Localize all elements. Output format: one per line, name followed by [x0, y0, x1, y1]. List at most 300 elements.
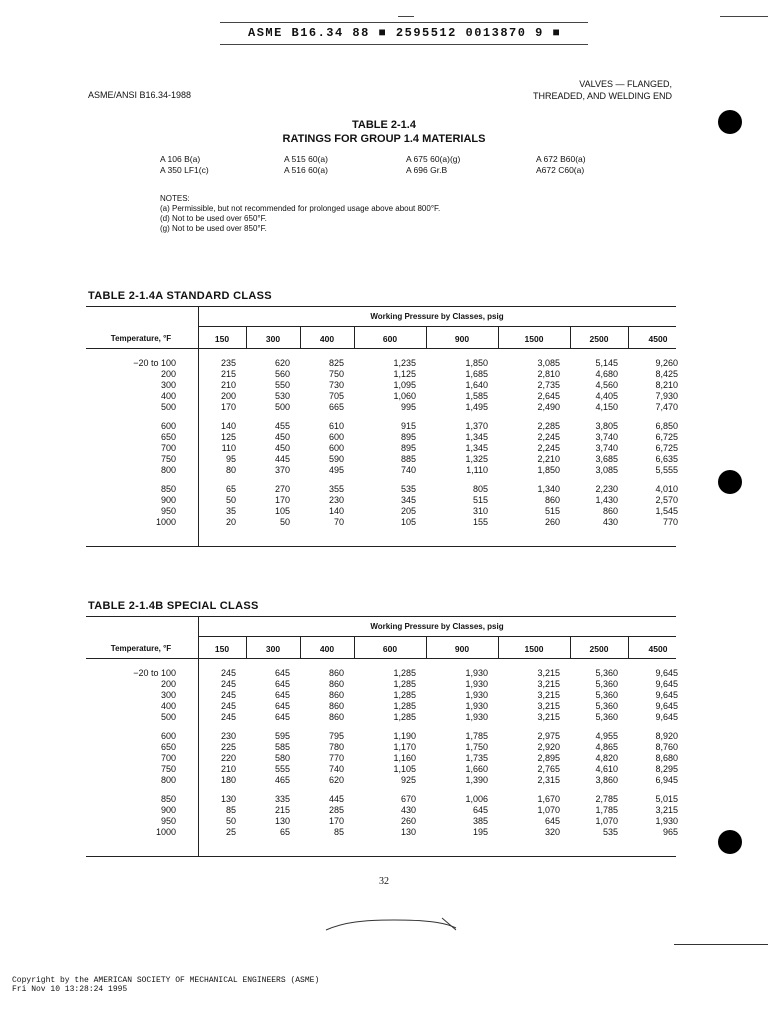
pressure-cell: 170 — [220, 402, 236, 412]
temperature-cell: 800 — [160, 775, 176, 785]
pressure-cell: 4,150 — [595, 402, 618, 412]
pressure-cell: 130 — [274, 816, 290, 826]
pressure-cell: 140 — [328, 506, 344, 516]
materials-row — [160, 165, 680, 176]
pressure-cell: 1,345 — [465, 432, 488, 442]
pressure-cell: 645 — [472, 805, 488, 815]
pressure-cell: 1,070 — [537, 805, 560, 815]
pressure-cell: 8,295 — [655, 764, 678, 774]
temperature-cell: 400 — [160, 701, 176, 711]
pressure-cell: 225 — [220, 742, 236, 752]
pressure-cell: 670 — [400, 794, 416, 804]
pressure-cell: 450 — [274, 432, 290, 442]
class-header: 600 — [382, 334, 398, 344]
pressure-cell: 8,210 — [655, 380, 678, 390]
pressure-cell: 65 — [279, 827, 290, 837]
pressure-cell: 245 — [220, 679, 236, 689]
temperature-header: Temperature, °F — [110, 334, 172, 343]
class-header: 400 — [319, 334, 335, 344]
pressure-cell: 9,645 — [655, 679, 678, 689]
notes-label: NOTES: — [160, 194, 190, 203]
class-header: 900 — [454, 644, 470, 654]
pressure-cell: 3,085 — [595, 465, 618, 475]
pressure-cell: 645 — [274, 701, 290, 711]
copyright-line: Copyright by the AMERICAN SOCIETY OF MECHANICAL ENGINEERS (ASME) — [12, 976, 320, 985]
notes-block — [160, 194, 440, 234]
class-header: 900 — [454, 334, 470, 344]
note-item: (a) Permissible, but not recommended for prolonged usage above about 800°F. — [160, 204, 441, 213]
pressure-cell: 310 — [472, 506, 488, 516]
group-header-rule — [198, 636, 676, 637]
temperature-cell: 850 — [160, 794, 176, 804]
pressure-cell: 210 — [220, 380, 236, 390]
pressure-cell: 1,160 — [393, 753, 416, 763]
pressure-cell: 3,685 — [595, 454, 618, 464]
pressure-cell: 530 — [274, 391, 290, 401]
pressure-cell: 4,865 — [595, 742, 618, 752]
pressure-cell: 1,190 — [393, 731, 416, 741]
copyright-footer — [12, 976, 319, 994]
temperature-cell: 200 — [160, 679, 176, 689]
note-item: (d) Not to be used over 650°F. — [160, 214, 267, 223]
temperature-cell: 650 — [160, 742, 176, 752]
pressure-cell: 5,360 — [595, 690, 618, 700]
pressure-cell: 215 — [274, 805, 290, 815]
pressure-cell: 495 — [328, 465, 344, 475]
material-cell: A 106 B(a) — [160, 154, 201, 164]
pressure-cell: 1,930 — [655, 816, 678, 826]
pressure-cell: 860 — [328, 668, 344, 678]
temperature-cell: 1000 — [155, 827, 176, 837]
pressure-cell: 1,060 — [393, 391, 416, 401]
pressure-cell: 170 — [274, 495, 290, 505]
material-cell: A 516 60(a) — [284, 165, 328, 175]
temperature-cell: 600 — [160, 421, 176, 431]
pressure-cell: 5,145 — [595, 358, 618, 368]
pressure-cell: 740 — [400, 465, 416, 475]
pressure-cell: 645 — [544, 816, 560, 826]
temperature-cell: 750 — [160, 454, 176, 464]
pressure-cell: 1,095 — [393, 380, 416, 390]
pressure-cell: 80 — [225, 465, 236, 475]
pressure-cell: 130 — [220, 794, 236, 804]
pressure-cell: 3,805 — [595, 421, 618, 431]
pressure-cell: 590 — [328, 454, 344, 464]
pressure-cell: 2,210 — [537, 454, 560, 464]
pressure-cell: 6,635 — [655, 454, 678, 464]
pressure-cell: 230 — [220, 731, 236, 741]
pressure-cell: 465 — [274, 775, 290, 785]
pressure-cell: 445 — [328, 794, 344, 804]
pressure-cell: 1,495 — [465, 402, 488, 412]
pressure-cell: 2,570 — [655, 495, 678, 505]
pressure-cell: 1,930 — [465, 668, 488, 678]
pressure-cell: 2,735 — [537, 380, 560, 390]
temperature-cell: 900 — [160, 495, 176, 505]
table-214-number: TABLE 2-1.4 — [352, 119, 416, 131]
pressure-cell: 825 — [328, 358, 344, 368]
pressure-cell: 245 — [220, 690, 236, 700]
material-cell: A 672 B60(a) — [536, 154, 586, 164]
pressure-cell: 8,425 — [655, 369, 678, 379]
pressure-cell: 25 — [225, 827, 236, 837]
material-cell: A 350 LF1(c) — [160, 165, 209, 175]
pressure-cell: 1,105 — [393, 764, 416, 774]
standard-title-line2: THREADED, AND WELDING END — [532, 91, 672, 101]
special-class-title: TABLE 2-1.4B SPECIAL CLASS — [88, 600, 259, 612]
pressure-cell: 2,315 — [537, 775, 560, 785]
standard-class-title: TABLE 2-1.4A STANDARD CLASS — [88, 290, 272, 302]
pressure-cell: 220 — [220, 753, 236, 763]
pressure-cell: 3,215 — [537, 679, 560, 689]
pressure-cell: 8,680 — [655, 753, 678, 763]
pressure-cell: 140 — [220, 421, 236, 431]
pressure-cell: 195 — [472, 827, 488, 837]
temperature-cell: 300 — [160, 690, 176, 700]
pressure-cell: 770 — [662, 517, 678, 527]
class-header: 300 — [265, 644, 281, 654]
pressure-cell: 1,930 — [465, 690, 488, 700]
pressure-cell: 205 — [400, 506, 416, 516]
pressure-cell: 1,750 — [465, 742, 488, 752]
pressure-cell: 535 — [602, 827, 618, 837]
pressure-cell: 705 — [328, 391, 344, 401]
pressure-cell: 885 — [400, 454, 416, 464]
pressure-cell: 3,215 — [655, 805, 678, 815]
temperature-cell: 950 — [160, 506, 176, 516]
pressure-cell: 2,810 — [537, 369, 560, 379]
pressure-cell: 3,215 — [537, 701, 560, 711]
pressure-cell: 2,285 — [537, 421, 560, 431]
pressure-cell: 535 — [400, 484, 416, 494]
pressure-cell: 1,660 — [465, 764, 488, 774]
pressure-cell: 8,760 — [655, 742, 678, 752]
pressure-cell: 3,740 — [595, 443, 618, 453]
pressure-cell: 1,370 — [465, 421, 488, 431]
pressure-cell: 85 — [225, 805, 236, 815]
pressure-cell: 2,920 — [537, 742, 560, 752]
pressure-cell: 1,345 — [465, 443, 488, 453]
pressure-cell: 1,430 — [595, 495, 618, 505]
print-date-line: Fri Nov 10 13:28:24 1995 — [12, 985, 128, 994]
pressure-cell: 2,895 — [537, 753, 560, 763]
pressure-cell: 750 — [328, 369, 344, 379]
pressure-cell: 6,725 — [655, 443, 678, 453]
pressure-cell: 95 — [225, 454, 236, 464]
pressure-cell: 2,645 — [537, 391, 560, 401]
pressure-cell: 860 — [544, 495, 560, 505]
table-bottom-rule — [86, 546, 676, 547]
temperature-cell: 300 — [160, 380, 176, 390]
note-item: (g) Not to be used over 850°F. — [160, 224, 267, 233]
pressure-cell: 1,735 — [465, 753, 488, 763]
pressure-group-header: Working Pressure by Classes, psig — [370, 312, 504, 321]
pressure-cell: 915 — [400, 421, 416, 431]
pressure-cell: 995 — [400, 402, 416, 412]
pressure-cell: 9,645 — [655, 668, 678, 678]
pressure-cell: 3,215 — [537, 668, 560, 678]
temperature-cell: 200 — [160, 369, 176, 379]
pressure-cell: 795 — [328, 731, 344, 741]
pressure-cell: 965 — [662, 827, 678, 837]
class-header: 1500 — [524, 334, 544, 344]
temperature-cell: 700 — [160, 753, 176, 763]
pressure-cell: 4,010 — [655, 484, 678, 494]
pressure-cell: 1,285 — [393, 701, 416, 711]
pressure-cell: 180 — [220, 775, 236, 785]
pressure-cell: 2,245 — [537, 443, 560, 453]
pressure-cell: 770 — [328, 753, 344, 763]
temperature-cell: −20 to 100 — [133, 358, 176, 368]
header-bottom-rule — [86, 658, 676, 659]
pressure-cell: 345 — [400, 495, 416, 505]
pressure-cell: 595 — [274, 731, 290, 741]
pressure-cell: 645 — [274, 668, 290, 678]
pressure-cell: 925 — [400, 775, 416, 785]
pressure-cell: 2,765 — [537, 764, 560, 774]
pressure-cell: 1,785 — [465, 731, 488, 741]
standard-class-table — [86, 306, 676, 548]
pressure-cell: 170 — [328, 816, 344, 826]
pressure-cell: 105 — [400, 517, 416, 527]
pressure-cell: 4,560 — [595, 380, 618, 390]
pressure-cell: 215 — [220, 369, 236, 379]
pressure-cell: 125 — [220, 432, 236, 442]
table-214-title: RATINGS FOR GROUP 1.4 MATERIALS — [282, 133, 486, 145]
pressure-cell: 5,015 — [655, 794, 678, 804]
pressure-cell: 445 — [274, 454, 290, 464]
pressure-cell: 740 — [328, 764, 344, 774]
pressure-cell: 5,360 — [595, 701, 618, 711]
pressure-cell: 620 — [328, 775, 344, 785]
temperature-cell: 800 — [160, 465, 176, 475]
pressure-cell: 3,215 — [537, 712, 560, 722]
standard-title — [533, 78, 672, 102]
group-header-rule — [198, 326, 676, 327]
pressure-group-header: Working Pressure by Classes, psig — [370, 622, 504, 631]
pressure-cell: 260 — [400, 816, 416, 826]
temperature-cell: 900 — [160, 805, 176, 815]
pressure-cell: 355 — [328, 484, 344, 494]
pressure-cell: 620 — [274, 358, 290, 368]
pressure-cell: 35 — [225, 506, 236, 516]
pressure-cell: 50 — [225, 816, 236, 826]
pressure-cell: 65 — [225, 484, 236, 494]
code-underline — [220, 44, 588, 45]
class-header: 150 — [214, 644, 230, 654]
pressure-cell: 320 — [544, 827, 560, 837]
pressure-cell: 430 — [602, 517, 618, 527]
top-rule — [220, 22, 588, 23]
class-header: 2500 — [589, 644, 609, 654]
punch-hole-mark — [718, 110, 742, 134]
top-tick — [398, 16, 414, 17]
pressure-cell: 235 — [220, 358, 236, 368]
pressure-cell: 6,850 — [655, 421, 678, 431]
pressure-cell: 600 — [328, 432, 344, 442]
standard-designation: ASME/ANSI B16.34-1988 — [88, 90, 192, 100]
temperature-cell: 500 — [160, 402, 176, 412]
pressure-cell: 70 — [333, 517, 344, 527]
pressure-cell: 1,585 — [465, 391, 488, 401]
pressure-cell: 515 — [544, 506, 560, 516]
class-header: 1500 — [524, 644, 544, 654]
pressure-cell: 110 — [221, 443, 236, 453]
pressure-cell: 370 — [274, 465, 290, 475]
pressure-cell: 245 — [220, 712, 236, 722]
pressure-cell: 5,555 — [655, 465, 678, 475]
pressure-cell: 805 — [472, 484, 488, 494]
pressure-cell: 1,110 — [466, 465, 488, 475]
pressure-cell: 1,125 — [393, 369, 416, 379]
pressure-cell: 1,285 — [393, 679, 416, 689]
pressure-cell: 555 — [274, 764, 290, 774]
pressure-cell: 1,785 — [595, 805, 618, 815]
handwritten-mark — [324, 914, 458, 934]
pressure-cell: 4,610 — [595, 764, 618, 774]
pressure-cell: 5,360 — [595, 712, 618, 722]
pressure-cell: 585 — [274, 742, 290, 752]
pressure-cell: 1,006 — [465, 794, 488, 804]
pressure-cell: 8,920 — [655, 731, 678, 741]
pressure-cell: 780 — [328, 742, 344, 752]
pressure-cell: 645 — [274, 690, 290, 700]
temperature-cell: 1000 — [155, 517, 176, 527]
materials-row — [160, 154, 680, 165]
pressure-cell: 4,680 — [595, 369, 618, 379]
pressure-cell: 2,490 — [537, 402, 560, 412]
pressure-cell: 1,325 — [465, 454, 488, 464]
pressure-cell: 285 — [328, 805, 344, 815]
pressure-cell: 260 — [544, 517, 560, 527]
pressure-cell: 430 — [400, 805, 416, 815]
pressure-cell: 7,470 — [655, 402, 678, 412]
pressure-cell: 335 — [274, 794, 290, 804]
pressure-cell: 1,670 — [537, 794, 560, 804]
material-cell: A672 C60(a) — [536, 165, 585, 175]
pressure-cell: 645 — [274, 712, 290, 722]
pressure-cell: 895 — [400, 443, 416, 453]
pressure-cell: 645 — [274, 679, 290, 689]
pressure-cell: 860 — [328, 679, 344, 689]
pressure-cell: 4,820 — [595, 753, 618, 763]
pressure-cell: 1,685 — [465, 369, 488, 379]
pressure-cell: 730 — [328, 380, 344, 390]
temperature-cell: 700 — [160, 443, 176, 453]
material-cell: A 515 60(a) — [284, 154, 328, 164]
pressure-cell: 665 — [328, 402, 344, 412]
pressure-cell: 1,850 — [537, 465, 560, 475]
pressure-cell: 1,285 — [393, 712, 416, 722]
pressure-cell: 1,640 — [465, 380, 488, 390]
temperature-cell: 400 — [160, 391, 176, 401]
pressure-cell: 1,285 — [393, 668, 416, 678]
pressure-cell: 245 — [220, 668, 236, 678]
class-header: 600 — [382, 644, 398, 654]
pressure-cell: 9,645 — [655, 712, 678, 722]
pressure-cell: 860 — [328, 701, 344, 711]
pressure-cell: 1,340 — [537, 484, 560, 494]
pressure-cell: 9,645 — [655, 690, 678, 700]
table-top-rule — [86, 306, 676, 307]
special-class-table — [86, 616, 676, 858]
pressure-cell: 4,405 — [595, 391, 618, 401]
class-header: 400 — [319, 644, 335, 654]
pressure-cell: 2,975 — [537, 731, 560, 741]
pressure-cell: 515 — [472, 495, 488, 505]
pressure-cell: 610 — [328, 421, 344, 431]
class-header: 4500 — [648, 644, 668, 654]
table-bottom-rule — [86, 856, 676, 857]
class-header: 4500 — [648, 334, 668, 344]
pressure-cell: 1,070 — [595, 816, 618, 826]
pressure-cell: 245 — [220, 701, 236, 711]
pressure-cell: 1,170 — [393, 742, 416, 752]
material-cell: A 696 Gr.B — [406, 165, 448, 175]
pressure-cell: 1,930 — [465, 701, 488, 711]
pressure-cell: 2,785 — [595, 794, 618, 804]
pressure-cell: 580 — [274, 753, 290, 763]
pressure-cell: 9,260 — [655, 358, 678, 368]
pressure-cell: 1,235 — [393, 358, 416, 368]
pressure-cell: 860 — [328, 712, 344, 722]
pressure-cell: 1,850 — [465, 358, 488, 368]
temperature-cell: −20 to 100 — [133, 668, 176, 678]
class-header: 2500 — [589, 334, 609, 344]
pressure-cell: 7,930 — [655, 391, 678, 401]
pressure-cell: 20 — [225, 517, 236, 527]
pressure-cell: 130 — [400, 827, 416, 837]
table-top-rule — [86, 616, 676, 617]
pressure-cell: 560 — [274, 369, 290, 379]
materials-list — [160, 154, 680, 176]
bottom-right-rule — [674, 944, 768, 945]
material-cell: A 675 60(a)(g) — [406, 154, 461, 164]
pressure-cell: 3,085 — [537, 358, 560, 368]
pressure-cell: 105 — [274, 506, 290, 516]
header-bottom-rule — [86, 348, 676, 349]
pressure-cell: 5,360 — [595, 679, 618, 689]
pressure-cell: 50 — [279, 517, 290, 527]
pressure-cell: 1,545 — [655, 506, 678, 516]
pressure-cell: 1,390 — [465, 775, 488, 785]
pressure-cell: 895 — [400, 432, 416, 442]
temperature-cell: 950 — [160, 816, 176, 826]
document-code: ASME B16.34 88 ■ 2595512 0013870 9 ■ — [248, 26, 562, 40]
pressure-cell: 210 — [220, 764, 236, 774]
pressure-cell: 600 — [328, 443, 344, 453]
pressure-cell: 385 — [472, 816, 488, 826]
pressure-cell: 455 — [274, 421, 290, 431]
punch-hole-mark — [718, 830, 742, 854]
pressure-cell: 3,860 — [595, 775, 618, 785]
top-right-rule — [720, 16, 768, 17]
pressure-cell: 1,930 — [465, 712, 488, 722]
pressure-cell: 3,215 — [537, 690, 560, 700]
table-214-heading — [0, 118, 768, 146]
pressure-cell: 270 — [274, 484, 290, 494]
pressure-cell: 860 — [602, 506, 618, 516]
pressure-cell: 500 — [274, 402, 290, 412]
pressure-cell: 230 — [328, 495, 344, 505]
class-header: 300 — [265, 334, 281, 344]
temperature-cell: 750 — [160, 764, 176, 774]
temperature-cell: 850 — [160, 484, 176, 494]
pressure-cell: 860 — [328, 690, 344, 700]
temperature-cell: 650 — [160, 432, 176, 442]
pressure-cell: 2,245 — [537, 432, 560, 442]
standard-title-line1: VALVES — FLANGED, — [579, 79, 672, 89]
